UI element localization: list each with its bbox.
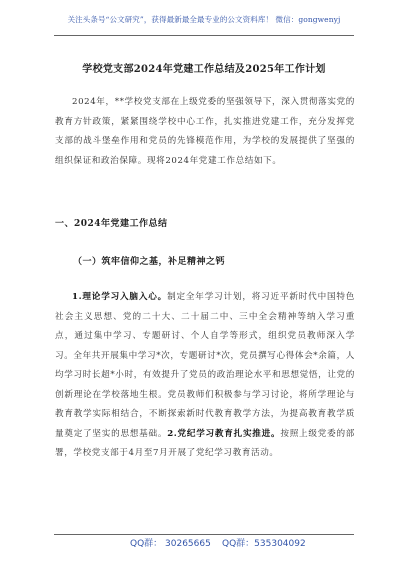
header-banner-text: 关注头条号“公文研究”，获得最新最全最专业的公文资料库！ 微信：gongwenyj xyxy=(67,15,341,24)
item1-body: 制定全年学习计划，将习近平新时代中国特色社会主义思想、党的二十大、二十届二中、三中全会精神等纳入学习重点，通过集中学习、专题研讨、个人自学等形式，组织党员教师深入学习。全年共开展集中学习*次，专题研讨*次，党员撰写心得体会*余篇，人均学习时长超*小时，有效提升了党员的政治理论水平和思想觉悟，让党的创新理论在学校落地生根。党员教师们积极参与学习讨论，将所学理论与教育教学实际相结合，不断探索新时代教育教学方法，为提高教育教学质量奠定了坚实的思想基础。 xyxy=(55,292,355,439)
header-banner xyxy=(0,14,408,25)
item1-lead: 1.理论学习入脑入心。 xyxy=(72,292,168,302)
intro-paragraph: 2024年，**学校党支部在上级党委的坚强领导下，深入贯彻落实党的教育方针政策，紧紧围绕学校中心工作，扎实推进党建工作，充分发挥党支部的战斗堡垒作用和党员的先锋模范作用，为学校的发展提供了坚强的组织保证和政治保障。现将2024年党建工作总结如下。 xyxy=(55,97,355,166)
section-heading: 一、2024年党建工作总结 xyxy=(55,219,168,229)
item2-lead: 2.党纪学习教育扎实推进。 xyxy=(167,428,281,439)
footer-qq-group-2: QQ群：535304092 xyxy=(222,539,306,549)
item-paragraph xyxy=(55,288,355,464)
footer-qq-group-1: QQ群： 30265665 xyxy=(130,539,211,549)
footer-divider xyxy=(54,534,354,535)
document-title: 学校党支部2024年党建工作总结及2025年工作计划 xyxy=(82,64,326,75)
footer xyxy=(0,536,408,550)
header-divider xyxy=(54,35,354,36)
subsection-heading: （一）筑牢信仰之基，补足精神之钙 xyxy=(73,257,226,267)
item2-body: 按照上级党委的部署，学校党支部于4月至7月开展了党纪学习教育活动。 xyxy=(55,428,355,458)
